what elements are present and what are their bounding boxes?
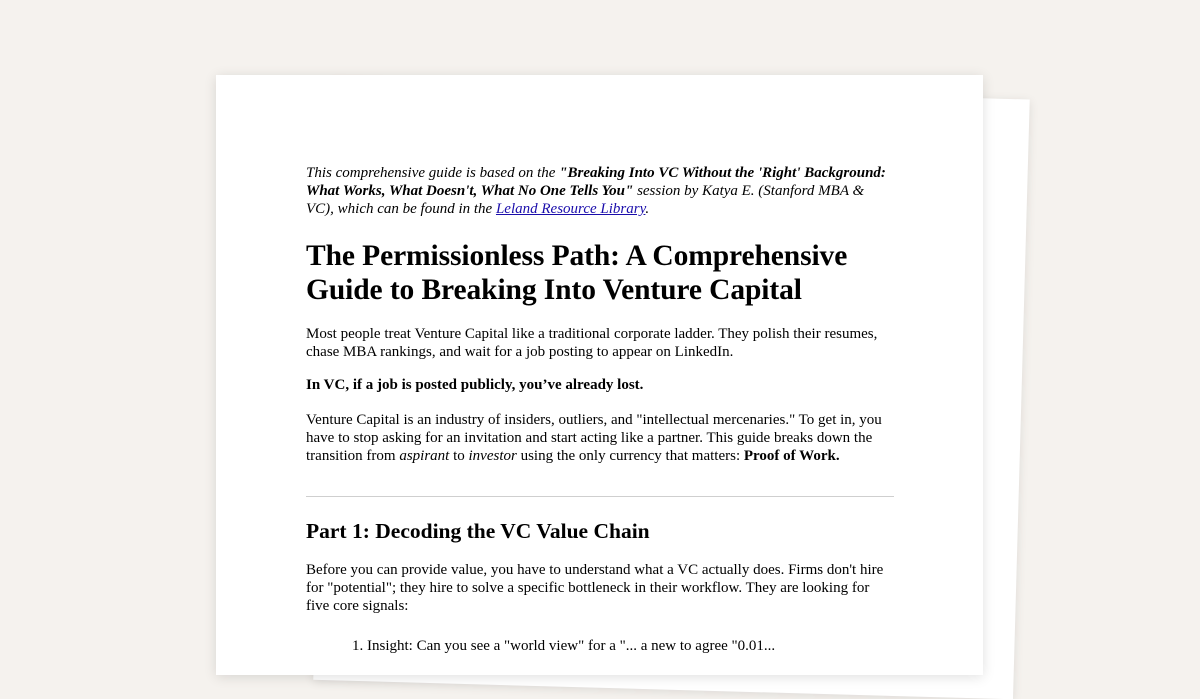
document-content xyxy=(306,164,894,655)
list-item-partial: 1. Insight: Can you see a "world view" for a "... a new to agree "0.01... xyxy=(352,638,776,654)
overview-text-3: using the only currency that matters: xyxy=(516,448,744,464)
session-title: "Breaking Into VC Without the 'Right' Background: What Works, What Doesn't, What No One Tells You" xyxy=(306,165,886,199)
section-heading: Part 1: Decoding the VC Value Chain xyxy=(306,519,650,543)
intro-note xyxy=(306,164,894,218)
overview-emphasis-investor: investor xyxy=(468,448,517,464)
key-statement: In VC, if a job is posted publicly, you’ve already lost. xyxy=(306,377,644,393)
intro-prefix: This comprehensive guide is based on the xyxy=(306,165,560,181)
intro-paragraph: Most people treat Venture Capital like a traditional corporate ladder. They polish their resumes, chase MBA rankings, and wait for a job posting to appear on LinkedIn. xyxy=(306,326,878,360)
overview-text-1: Venture Capital is an industry of insiders, outliers, and "intellectual mercenaries." To get in, you have to stop asking for an invitation and start acting like a partner. This guide breaks down the transition from xyxy=(306,412,882,464)
intro-middle: session by Katya E. (Stanford MBA & VC), which can be found in the xyxy=(306,183,865,217)
section-paragraph: Before you can provide value, you have to understand what a VC actually does. Firms don't hire for "potential"; they hire to solve a specific bottleneck in their workflow. They are looking for five core signals: xyxy=(306,562,884,614)
overview-strong-proof-of-work: Proof of Work. xyxy=(743,448,840,464)
intro-suffix: . xyxy=(645,201,650,217)
overview-emphasis-aspirant: aspirant xyxy=(399,448,450,464)
overview-paragraph xyxy=(306,411,894,465)
section-divider xyxy=(306,496,894,497)
document-page xyxy=(216,75,983,675)
document-title: The Permissionless Path: A Comprehensive Guide to Breaking Into Venture Capital xyxy=(306,240,848,306)
resource-library-link[interactable]: Leland Resource Library xyxy=(495,201,646,217)
overview-text-2: to xyxy=(449,448,469,464)
